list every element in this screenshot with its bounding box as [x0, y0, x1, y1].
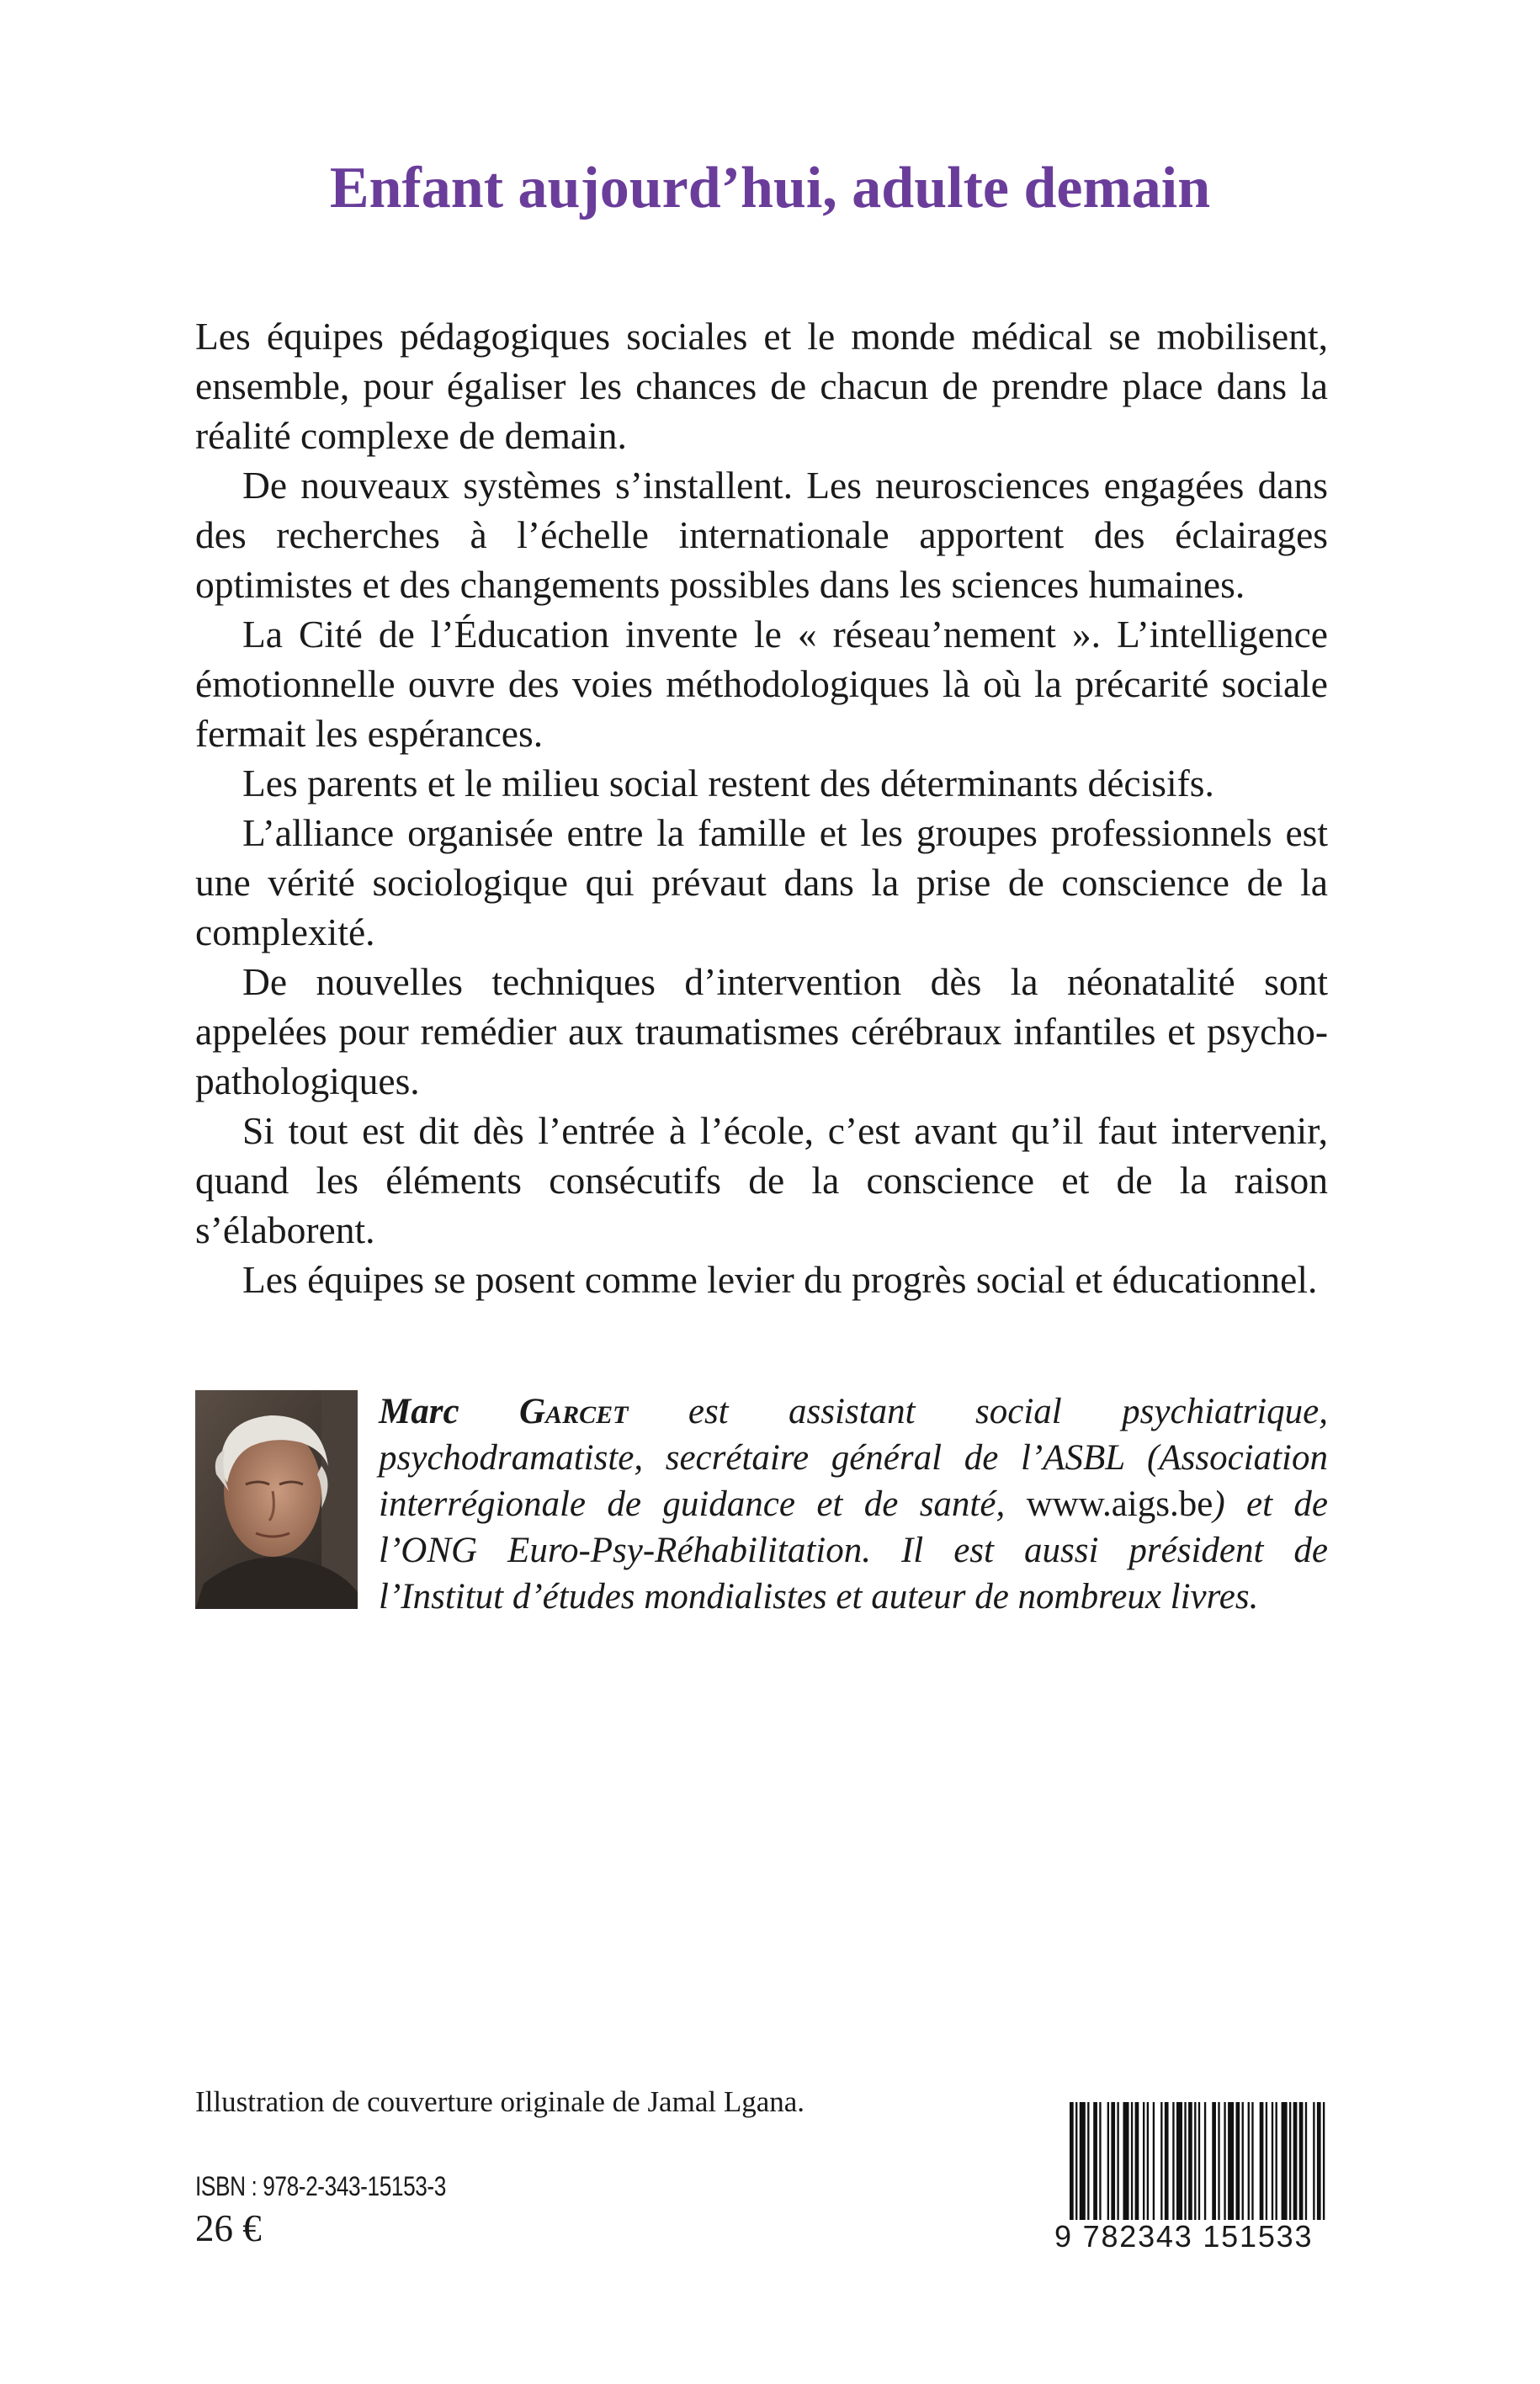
barcode-bar — [1123, 2102, 1128, 2220]
barcode-bar — [1131, 2102, 1133, 2220]
blurb-paragraph: L’alliance organisée entre la famille et les groupes professionnels est une vérité sociologique qui prévaut dans la prise de conscience de la complexité. — [195, 811, 1328, 953]
barcode-bar — [1093, 2102, 1097, 2220]
barcode-bar — [1080, 2102, 1086, 2220]
barcode-bar — [1299, 2102, 1304, 2220]
barcode-bar — [1260, 2102, 1264, 2220]
barcode-bar — [1188, 2102, 1192, 2220]
barcode-bar — [1099, 2102, 1101, 2220]
author-bio-text: ) et de l’ONG Euro-Psy-Réhabilitation. Il est aussi président de l’Institut d’études mondialistes et auteur de nombreux livres. — [379, 1484, 1328, 1617]
barcode-bar — [1194, 2102, 1196, 2220]
barcode-bar — [1323, 2102, 1325, 2220]
illustration-credit: Illustration de couverture originale de Jamal Lgana. — [195, 2085, 805, 2118]
author-first-name: Marc — [379, 1392, 459, 1431]
author-website-link[interactable]: www.aigs.be — [1026, 1484, 1213, 1524]
barcode-bar — [1147, 2102, 1149, 2220]
barcode-bar — [1317, 2102, 1321, 2220]
barcode-bar — [1224, 2102, 1225, 2220]
blurb-paragraph: Si tout est dit dès l’entrée à l’école, c’est avant qu’il faut intervenir, quand les éléments consécutifs de la conscience et de la raison s’élaborent. — [195, 1109, 1328, 1251]
barcode-bar — [1107, 2102, 1109, 2220]
barcode-bar — [1266, 2102, 1267, 2220]
author-photo — [195, 1390, 358, 1609]
blurb-paragraph: Les parents et le milieu social restent des déterminants décisifs. — [242, 762, 1214, 804]
barcode — [1054, 2102, 1329, 2254]
barcode-bar — [1070, 2102, 1074, 2220]
blurb-text — [195, 311, 1328, 1304]
price: 26 € — [195, 2207, 262, 2249]
author-section — [195, 1388, 1328, 1616]
barcode-digits: 9 782343 151533 — [1054, 2219, 1314, 2254]
blurb-paragraph: La Cité de l’Éducation invente le « réseau’nement ». L’intelligence émotionnelle ouvre des voies méthodologiques là où la précarité sociale fermait les espérances. — [195, 613, 1328, 755]
blurb-paragraph: Les équipes se posent comme levier du progrès social et éducationnel. — [242, 1258, 1318, 1301]
barcode-bar — [1276, 2102, 1277, 2220]
barcode-bar — [1160, 2102, 1162, 2220]
barcode-bar — [1251, 2102, 1253, 2220]
blurb-paragraph: De nouveaux systèmes s’installent. Les neurosciences engagées dans des recherches à l’échelle internationale apportent des éclairages optimistes et des changements possibles dans les sciences humaines. — [195, 464, 1328, 606]
barcode-bar — [1087, 2102, 1089, 2220]
barcode-bar — [1218, 2102, 1219, 2220]
barcode-bar — [1228, 2102, 1234, 2220]
barcode-bar — [1242, 2102, 1244, 2220]
barcode-bar — [1212, 2102, 1216, 2220]
barcode-bar — [1198, 2102, 1200, 2220]
barcode-bar — [1272, 2102, 1273, 2220]
barcode-bar — [1313, 2102, 1314, 2220]
barcode-bars — [1070, 2102, 1329, 2220]
barcode-bar — [1204, 2102, 1206, 2220]
book-title: Enfant aujourd’hui, adulte demain — [329, 156, 1211, 220]
barcode-bar — [1305, 2102, 1307, 2220]
barcode-bar — [1143, 2102, 1144, 2220]
barcode-bar — [1176, 2102, 1182, 2220]
barcode-bar — [1153, 2102, 1155, 2220]
barcode-bar — [1236, 2102, 1240, 2220]
isbn: ISBN : 978-2-343-15153-3 — [195, 2171, 446, 2201]
author-bio-text: est assistant social psychiatrique, psychodramatiste, secrétaire général de l’ASBL (Association interrégionale de guidance et de santé, — [379, 1392, 1328, 1524]
barcode-bar — [1117, 2102, 1118, 2220]
barcode-bar — [1248, 2102, 1250, 2220]
blurb-paragraph: Les équipes pédagogiques sociales et le monde médical se mobilisent, ensemble, pour égaliser les chances de chacun de prendre place dans la réalité complexe de demain. — [195, 315, 1328, 457]
blurb-paragraph: De nouvelles techniques d’intervention dès la néonatalité sont appelées pour remédier aux traumatismes cérébraux infantiles et psycho-pathologiques. — [195, 960, 1328, 1102]
barcode-bar — [1184, 2102, 1186, 2220]
barcode-bar — [1289, 2102, 1291, 2220]
barcode-bar — [1293, 2102, 1298, 2220]
barcode-bar — [1135, 2102, 1139, 2220]
barcode-bar — [1165, 2102, 1169, 2220]
barcode-bar — [1111, 2102, 1115, 2220]
barcode-bar — [1075, 2102, 1077, 2220]
barcode-bar — [1172, 2102, 1174, 2220]
author-last-name: Garcet — [519, 1392, 629, 1431]
barcode-bar — [1282, 2102, 1288, 2220]
author-bio — [379, 1388, 1328, 1620]
